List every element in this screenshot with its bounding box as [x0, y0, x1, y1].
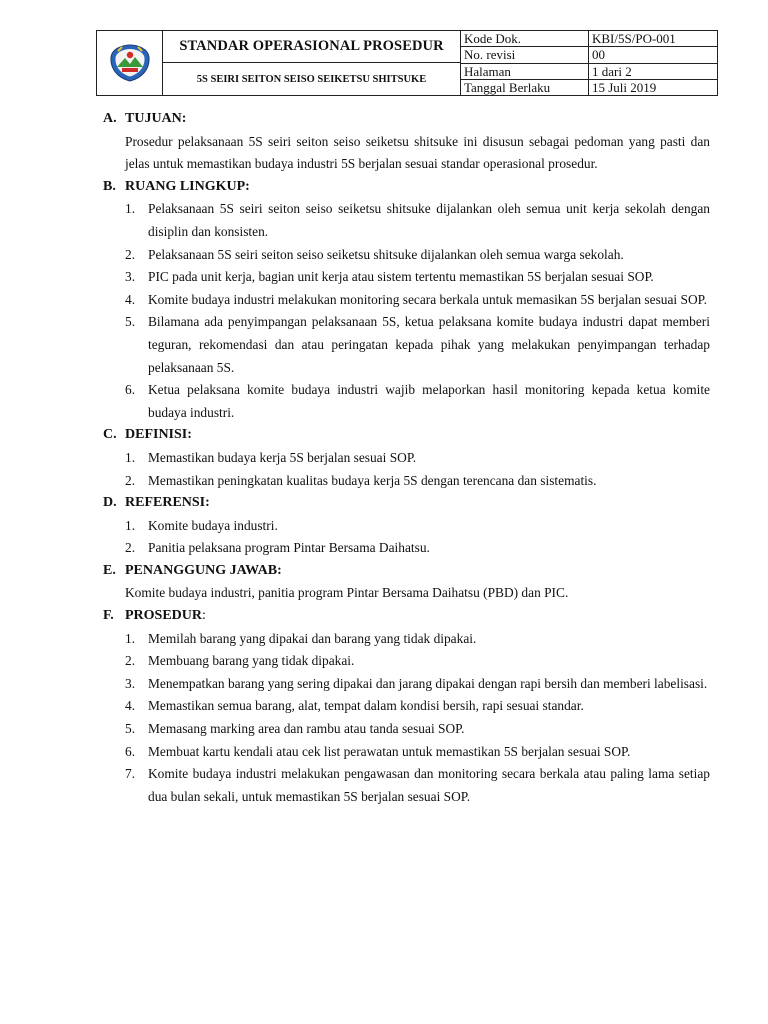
section-title-suffix: : — [202, 608, 206, 624]
section-heading-referensi — [103, 492, 710, 515]
list-item — [125, 470, 710, 493]
meta-row-tanggal — [461, 80, 717, 95]
list-item — [125, 244, 710, 267]
section-heading-definisi — [103, 424, 710, 447]
item-number: 2. — [125, 246, 136, 262]
section-title: REFERENSI: — [125, 495, 210, 511]
item-number: 4. — [125, 291, 136, 307]
list-item — [125, 673, 710, 696]
school-emblem-icon — [108, 43, 152, 83]
meta-value: 15 Juli 2019 — [592, 79, 657, 95]
item-text: Memastikan semua barang, alat, tempat dalam kondisi bersih, rapi sesuai standar. — [148, 698, 584, 714]
meta-row-kode — [461, 31, 717, 47]
list-item — [125, 718, 710, 741]
document-body — [103, 108, 710, 808]
item-number: 5. — [125, 314, 136, 330]
item-number: 1. — [125, 630, 136, 646]
item-number: 6. — [125, 743, 136, 759]
document-header — [96, 30, 718, 96]
logo-cell — [97, 31, 163, 95]
section-heading-tujuan — [103, 108, 710, 131]
item-number: 3. — [125, 269, 136, 285]
item-text: Komite budaya industri. — [148, 517, 278, 533]
item-number: 2. — [125, 540, 136, 556]
item-number: 1. — [125, 201, 136, 217]
list-item — [125, 289, 710, 312]
section-letter: F. — [103, 608, 114, 624]
item-number: 7. — [125, 766, 136, 782]
meta-row-halaman — [461, 64, 717, 80]
item-number: 4. — [125, 698, 136, 714]
item-text: Memastikan peningkatan kualitas budaya kerja 5S dengan terencana dan sistematis. — [148, 472, 597, 488]
item-number: 1. — [125, 517, 136, 533]
item-text: Menempatkan barang yang sering dipakai dan jarang dipakai dengan rapi bersih dan memberi labelisasi. — [148, 675, 708, 691]
item-number: 5. — [125, 721, 136, 737]
item-text: Membuat kartu kendali atau cek list perawatan untuk memastikan 5S berjalan sesuai SOP. — [148, 743, 631, 759]
item-text: Memasang marking area dan rambu atau tanda sesuai SOP. — [148, 721, 465, 737]
item-text: Ketua pelaksana komite budaya industri wajib melaporkan hasil monitoring kepada ketua komite budaya industri. — [148, 382, 710, 420]
list-item — [125, 379, 710, 424]
item-text: Pelaksanaan 5S seiri seiton seiso seiketsu shitsuke dijalankan oleh semua unit kerja sekolah dengan disiplin dan konsisten. — [148, 201, 710, 239]
item-text: Membuang barang yang tidak dipakai. — [148, 653, 355, 669]
list-item — [125, 763, 710, 808]
ruang-lingkup-list — [125, 198, 710, 424]
meta-label: Kode Dok. — [461, 31, 589, 46]
item-number: 6. — [125, 382, 136, 398]
section-letter: D. — [103, 495, 117, 511]
document-title: STANDAR OPERASIONAL PROSEDUR — [163, 31, 460, 63]
list-item — [125, 650, 710, 673]
meta-value: KBI/5S/PO-001 — [592, 31, 676, 47]
section-heading-ruang-lingkup — [103, 176, 710, 199]
section-title: TUJUAN: — [125, 111, 187, 126]
item-text: Komite budaya industri melakukan monitoring secara berkala untuk memasikan 5S berjalan sesuai SOP. — [148, 291, 707, 307]
item-number: 3. — [125, 675, 136, 691]
meta-label: Halaman — [461, 64, 589, 79]
definisi-list — [125, 447, 710, 492]
list-item — [125, 447, 710, 470]
list-item — [125, 311, 710, 379]
item-number: 2. — [125, 653, 136, 669]
item-text: PIC pada unit kerja, bagian unit kerja atau sistem tertentu memastikan 5S berjalan sesuai SOP. — [148, 269, 654, 285]
item-text: Panitia pelaksana program Pintar Bersama Daihatsu. — [148, 540, 430, 556]
section-text-penanggung-jawab: Komite budaya industri, panitia program Pintar Bersama Daihatsu (PBD) dan PIC. — [125, 585, 569, 601]
section-heading-penanggung-jawab — [103, 560, 710, 583]
section-title: DEFINISI: — [125, 427, 192, 443]
section-title: PENANGGUNG JAWAB: — [125, 562, 282, 578]
section-title: RUANG LINGKUP: — [125, 178, 250, 194]
item-text: Memilah barang yang dipakai dan barang yang tidak dipakai. — [148, 630, 477, 646]
list-item — [125, 537, 710, 560]
meta-value: 1 dari 2 — [592, 63, 632, 79]
meta-value: 00 — [592, 47, 605, 63]
list-item — [125, 628, 710, 651]
referensi-list — [125, 515, 710, 560]
section-text-tujuan: Prosedur pelaksanaan 5S seiri seiton seiso seiketsu shitsuke ini disusun sebagai pedoman yang pasti dan jelas untuk memastikan budaya industri 5S berjalan sesuai standar operasional prosedur. — [125, 133, 710, 172]
item-number: 1. — [125, 449, 136, 465]
meta-label: Tanggal Berlaku — [461, 80, 589, 95]
list-item — [125, 695, 710, 718]
item-text: Pelaksanaan 5S seiri seiton seiso seiketsu shitsuke dijalankan oleh semua warga sekolah. — [148, 246, 624, 262]
meta-row-revisi — [461, 47, 717, 63]
header-title-cell — [163, 31, 461, 95]
prosedur-list — [125, 628, 710, 809]
meta-label: No. revisi — [461, 47, 589, 62]
item-text: Komite budaya industri melakukan pengawasan dan monitoring secara berkala atau paling lama setiap dua bulan sekali, untuk memastikan 5S berjalan sesuai SOP. — [148, 766, 710, 804]
section-letter: E. — [103, 562, 116, 578]
section-title: PROSEDUR — [125, 608, 203, 624]
list-item — [125, 198, 710, 243]
list-item — [125, 515, 710, 538]
list-item — [125, 266, 710, 289]
item-number: 2. — [125, 472, 136, 488]
item-text: Memastikan budaya kerja 5S berjalan sesuai SOP. — [148, 449, 417, 465]
section-heading-prosedur — [103, 605, 710, 628]
list-item — [125, 741, 710, 764]
document-meta-table — [461, 31, 717, 95]
section-letter: B. — [103, 178, 116, 194]
section-letter: A. — [103, 111, 117, 126]
item-text: Bilamana ada penyimpangan pelaksanaan 5S, ketua pelaksana komite budaya industri dapat memberi teguran, rekomendasi dan atau peringatan kepada pihak yang melakukan penyimpangan terhadap pelaksanaan 5S. — [148, 314, 710, 375]
document-subtitle: 5S SEIRI SEITON SEISO SEIKETSU SHITSUKE — [196, 73, 427, 85]
section-letter: C. — [103, 427, 117, 443]
